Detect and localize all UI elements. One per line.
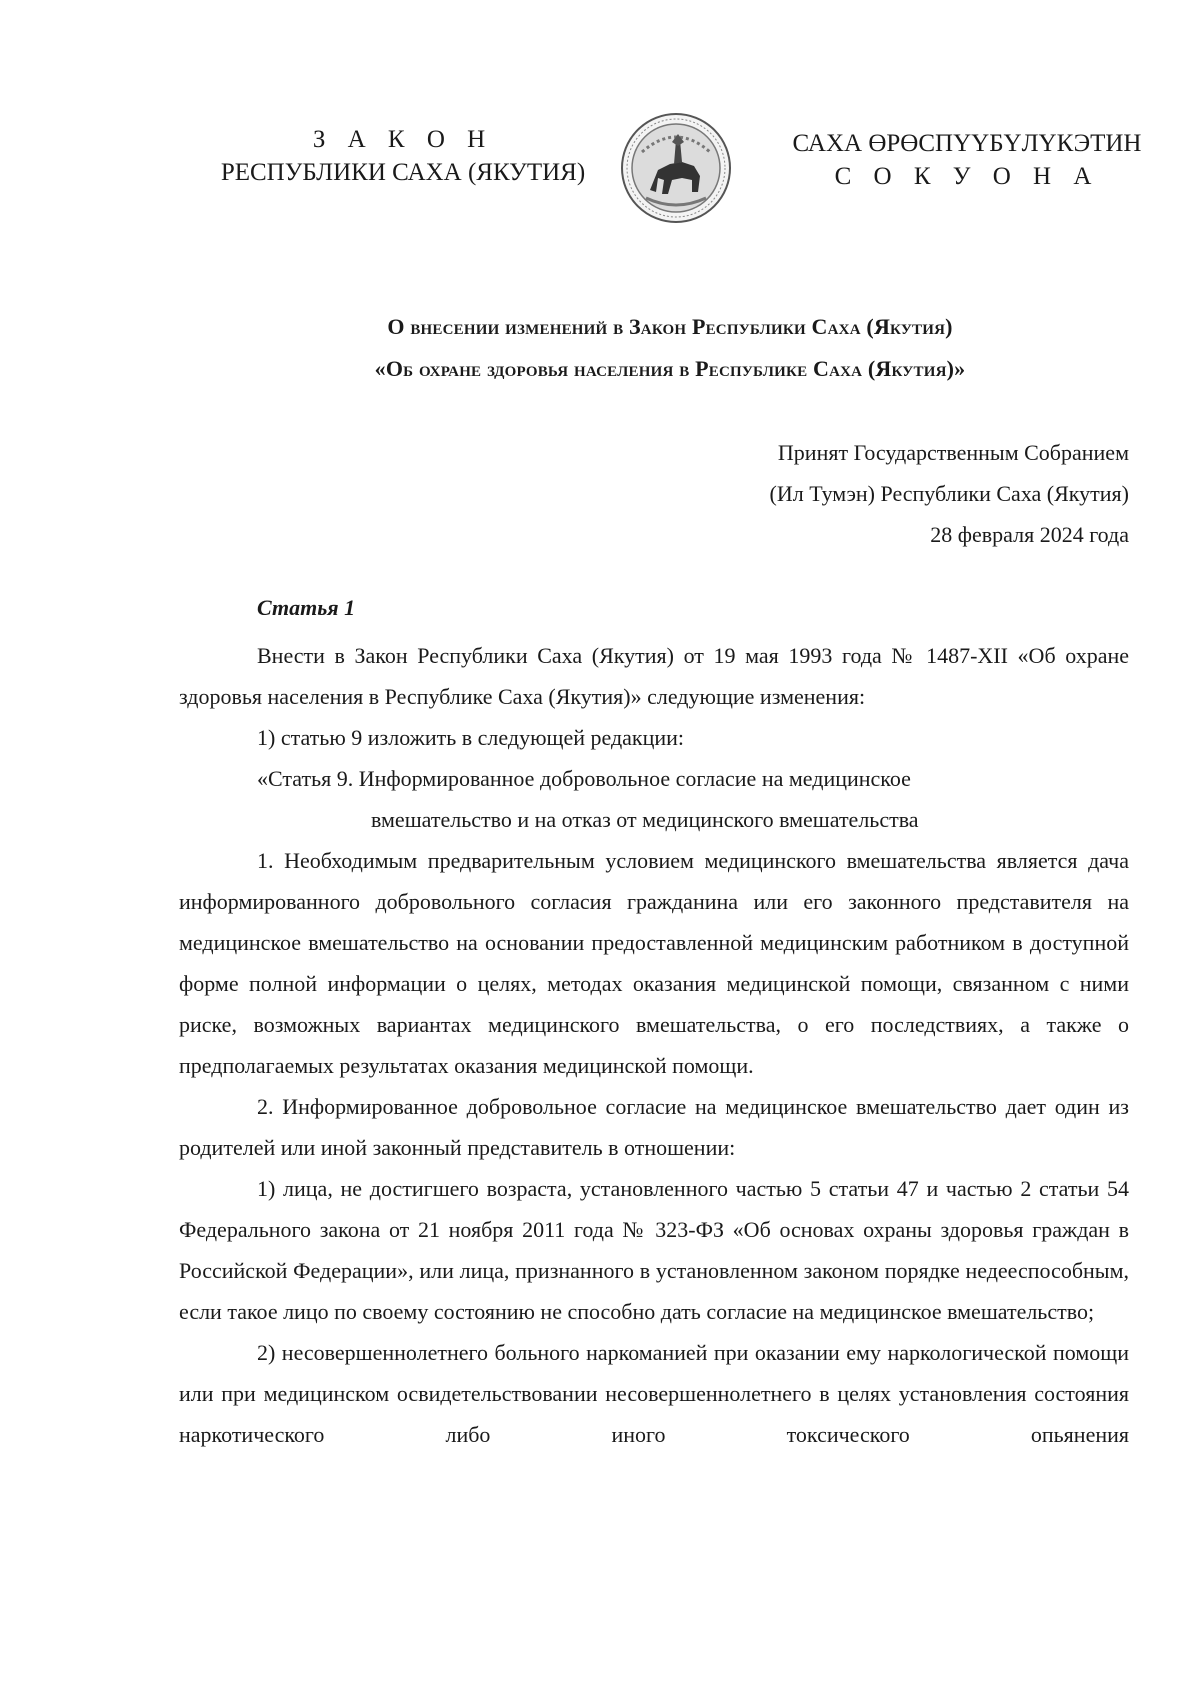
- law-title-line2: «Об охране здоровья населения в Республике Саха (Якутия)»: [374, 356, 966, 381]
- header-russian: [220, 123, 586, 189]
- header-left-republic: РЕСПУБЛИКИ САХА (ЯКУТИЯ): [220, 159, 586, 186]
- paragraph-item1: 1) статью 9 изложить в следующей редакции:: [257, 725, 685, 750]
- law-title-line1: О внесении изменений в Закон Республики Саха (Якутия): [387, 314, 953, 339]
- article-body: [179, 635, 1129, 1455]
- header-right-law-word: С О К У О Н А: [834, 163, 1100, 190]
- paragraph-2-item2: 2) несовершеннолетнего больного наркоманией при оказании ему наркологической помощи или при медицинском освидетельствовании несовершеннолетнего в целях установления состояния наркотического либо иного токсического опьянения: [179, 1340, 1129, 1447]
- adoption-block: [600, 432, 1129, 555]
- paragraph-2: 2. Информированное добровольное согласие на медицинское вмешательство дает один из родителей или иной законный представитель в отношении:: [179, 1094, 1129, 1160]
- paragraph-1: 1. Необходимым предварительным условием медицинского вмешательства является дача информированного добровольного согласия гражданина или его законного представителя на медицинское вмешательство на основании предоставленной медицинским работником в доступной форме полной информации о целях, методах оказания медицинской помощи, связанном с ними риске, возможных вариантах медицинского вмешательства, о его последствиях, а также о предполагаемых результатах оказания медицинской помощи.: [179, 848, 1129, 1078]
- paragraph-2-item1: 1) лица, не достигшего возраста, установленного частью 5 статьи 47 и частью 2 статьи 54 Федерального закона от 21 ноября 2011 года № 323-ФЗ «Об основах охраны здоровья граждан в Российской Федерации», или лица, признанного в установленном законом порядке недееспособным, если такое лицо по своему состоянию не способно дать согласие на медицинское вмешательство;: [179, 1176, 1129, 1324]
- article9-heading-line2: вмешательство и на отказ от медицинского вмешательства: [371, 807, 919, 832]
- article-heading: Статья 1: [257, 595, 356, 620]
- header-right-republic: САХА ӨРӨСПҮҮБҮЛҮКЭТИН: [792, 130, 1142, 157]
- paragraph-intro: Внести в Закон Республики Саха (Якутия) от 19 мая 1993 года № 1487-XII «Об охране здоровья населения в Республике Саха (Якутия)» следующие изменения:: [179, 643, 1129, 709]
- header-yakut: [784, 127, 1150, 193]
- adoption-line2: (Ил Тумэн) Республики Саха (Якутия): [769, 481, 1129, 506]
- article9-heading-line1: «Статья 9. Информированное добровольное согласие на медицинское: [257, 766, 911, 791]
- header-left-law-word: З А К О Н: [312, 126, 494, 153]
- law-title: [170, 306, 1170, 390]
- adoption-date: 28 февраля 2024 года: [930, 522, 1129, 547]
- adoption-line1: Принят Государственным Собранием: [777, 440, 1129, 465]
- coat-of-arms-emblem-icon: [620, 112, 732, 224]
